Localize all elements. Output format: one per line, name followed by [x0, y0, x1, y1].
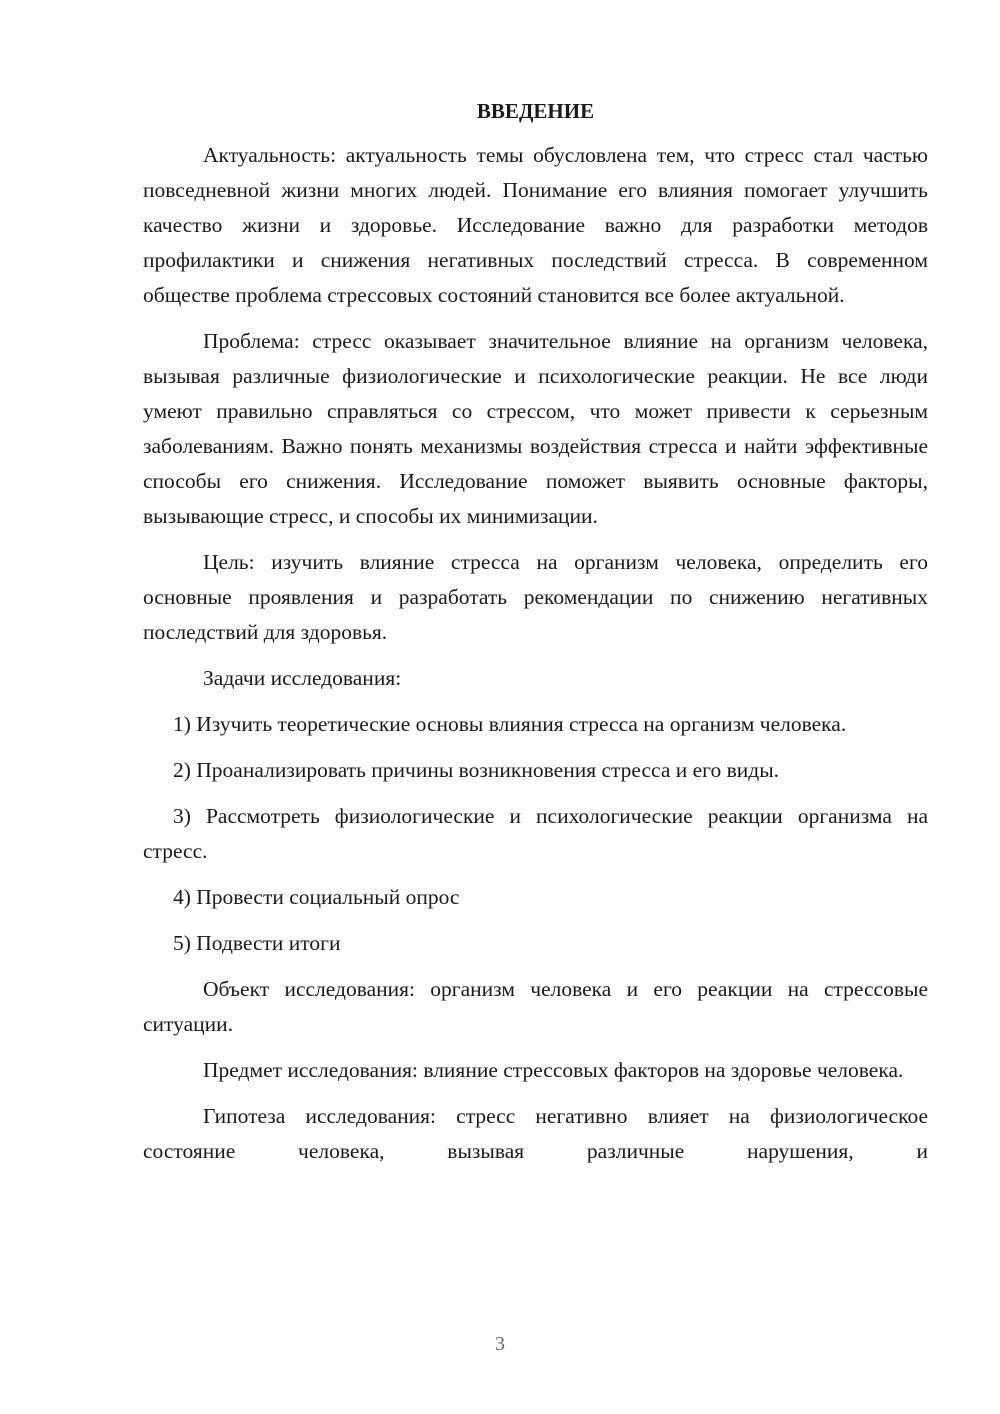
task-item-5: 5) Подвести итоги: [173, 931, 341, 955]
task-item-1: 1) Изучить теоретические основы влияния стресса на организм человека.: [173, 712, 847, 736]
task-item-4: 4) Провести социальный опрос: [173, 885, 460, 909]
problem-paragraph: Проблема: стресс оказывает значительное влияние на организм человека, вызывая различные физиологические и психологические реакции. Не все люди умеют правильно справляться со стрессом, что может привести к серьезным заболеваниям. Важно понять механизмы воздействия стресса и найти эффективные способы его снижения. Исследование поможет выявить основные факторы, вызывающие стресс, и способы их минимизации.: [143, 329, 928, 528]
hypothesis-paragraph: Гипотеза исследования: стресс негативно влияет на физиологическое состояние человека, вызывая различные нарушения, и: [143, 1104, 928, 1163]
page-number: 3: [495, 1333, 505, 1355]
task-item-2: 2) Проанализировать причины возникновения стресса и его виды.: [173, 758, 780, 782]
document-page: [143, 96, 928, 1180]
subject-paragraph: Предмет исследования: влияние стрессовых факторов на здоровье человека.: [203, 1058, 904, 1082]
object-paragraph: Объект исследования: организм человека и его реакции на стрессовые ситуации.: [143, 977, 928, 1036]
relevance-paragraph: Актуальность: актуальность темы обусловлена тем, что стресс стал частью повседневной жизни многих людей. Понимание его влияния помогает улучшить качество жизни и здоровье. Исследование важно для разработки методов профилактики и снижения негативных последствий стресса. В современном обществе проблема стрессовых состояний становится все более актуальной.: [143, 143, 928, 307]
goal-paragraph: Цель: изучить влияние стресса на организм человека, определить его основные проявления и разработать рекомендации по снижению негативных последствий для здоровья.: [143, 550, 928, 644]
task-item-3: 3) Рассмотреть физиологические и психологические реакции организма на стресс.: [143, 804, 928, 863]
section-title: ВВЕДЕНИЕ: [476, 99, 595, 123]
tasks-heading: Задачи исследования:: [203, 666, 402, 690]
